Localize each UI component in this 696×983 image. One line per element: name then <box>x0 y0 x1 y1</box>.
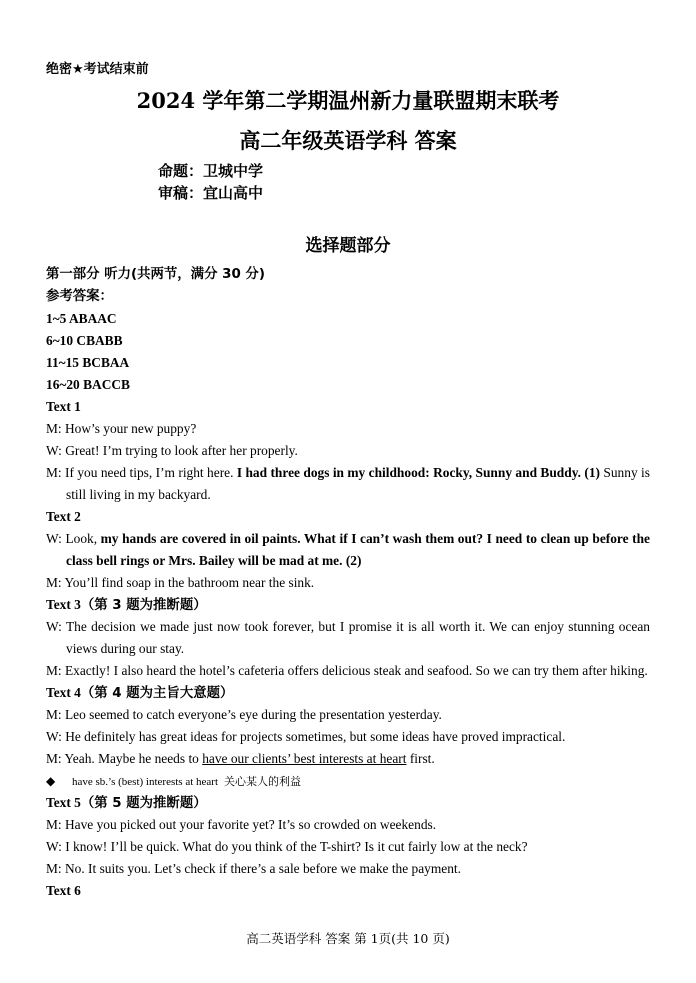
text1-line3-end: Sunny is still living in my backyard. <box>66 465 650 502</box>
answer-row: 11~15 BCBAA <box>46 355 130 370</box>
text3-line1: W: The decision we made just now took forever, but I promise it is all worth it. We can enjoy stunning ocean views during our stay. <box>46 619 650 656</box>
answer-content <box>46 264 650 902</box>
vocab-note <box>46 770 650 792</box>
proposer-line: 命题：卫城中学 <box>158 162 264 180</box>
text1-line2: W: Great! I’m trying to look after her properly. <box>46 443 298 458</box>
text2-label: Text 2 <box>46 509 81 524</box>
text2-line2: M: You’ll find soap in the bathroom near the sink. <box>46 575 315 590</box>
text4-line1: M: Leo seemed to catch everyone’s eye during the presentation yesterday. <box>46 707 442 722</box>
text1-label: Text 1 <box>46 399 81 414</box>
text4-line3-end: first. <box>406 751 435 766</box>
text5-heading <box>46 792 650 814</box>
text5-line1: M: Have you picked out your favorite yet? It’s so crowded on weekends. <box>46 817 437 832</box>
text5-line2: W: I know! I’ll be quick. What do you think of the T-shirt? Is it cut fairly low at the neck? <box>46 839 528 854</box>
text4-line2: W: He definitely has great ideas for projects sometimes, but some ideas have proved impractical. <box>46 729 566 744</box>
part1-heading: 第一部分 听力(共两节，满分 30 分) <box>46 267 265 282</box>
text3-line2: M: Exactly! I also heard the hotel’s cafeteria offers delicious steak and seafood. So we can try them after hiking. <box>46 663 648 678</box>
answers-label: 参考答案： <box>46 289 113 304</box>
text4-line3-start: M: Yeah. Maybe he needs to <box>46 751 203 766</box>
text5-note: （第 5 题为推断题） <box>80 796 207 811</box>
text3-heading <box>46 594 650 616</box>
text5-line3: M: No. It suits you. Let’s check if there’s a sale before we make the payment. <box>46 861 461 876</box>
text4-note: （第 4 题为主旨大意题） <box>80 686 234 701</box>
answer-row: 6~10 CBABB <box>46 333 123 348</box>
text1-line3-key: I had three dogs in my childhood: Rocky, Sunny and Buddy. (1) <box>236 465 601 480</box>
text3-label: Text 3 <box>46 597 81 612</box>
text3-note: （第 3 题为推断题） <box>80 598 207 613</box>
text2-line1-start: W: Look, <box>46 531 101 546</box>
text1-line3 <box>46 462 650 506</box>
text6-label: Text 6 <box>46 883 81 898</box>
exam-subtitle: 高二年级英语学科 答案 <box>239 128 457 153</box>
text4-heading <box>46 682 650 704</box>
text1-line1: M: How’s your new puppy? <box>46 421 197 436</box>
vocab-meaning: 关心某人的利益 <box>224 775 302 788</box>
section-title: 选择题部分 <box>305 236 391 256</box>
confidential-mark: 绝密★考试结束前 <box>46 62 149 77</box>
vocab-phrase: have sb.’s (best) interests at heart <box>72 776 219 788</box>
page-footer: 高二英语学科 答案 第 1页(共 10 页) <box>246 931 450 946</box>
text4-line3-phrase: have our clients’ best interests at heart <box>202 751 407 766</box>
text2-line1 <box>46 528 650 572</box>
text4-label: Text 4 <box>46 685 81 700</box>
text4-line3 <box>46 748 650 770</box>
answer-row: 16~20 BACCB <box>46 377 130 392</box>
reviewer-line: 审稿：宜山高中 <box>158 184 264 202</box>
text1-line3-start: M: If you need tips, I’m right here. <box>46 465 237 480</box>
answer-row: 1~5 ABAAC <box>46 311 117 326</box>
diamond-bullet-icon: ◆ <box>46 774 56 788</box>
exam-title: 2024 学年第二学期温州新力量联盟期末联考 <box>136 88 560 113</box>
text2-line1-key: my hands are covered in oil paints. What if I can’t wash them out? I need to clean up before the class bell rings or Mrs. Bailey will be mad at me. (2) <box>66 531 650 568</box>
text5-label: Text 5 <box>46 795 81 810</box>
